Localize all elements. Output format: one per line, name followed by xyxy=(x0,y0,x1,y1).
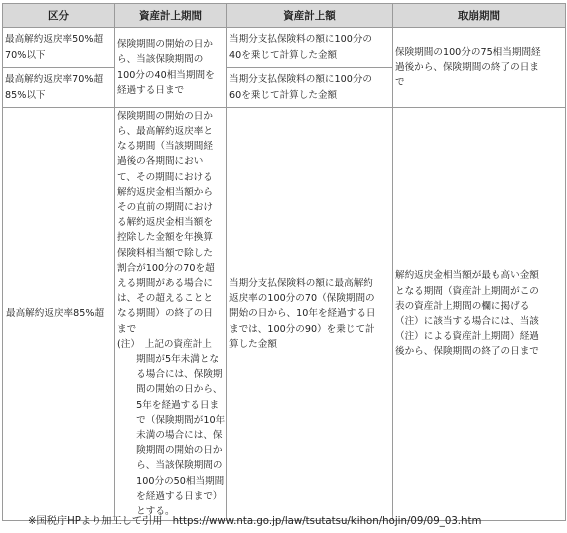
reversal-line: で xyxy=(395,77,405,89)
period-line: 100分の40相当期間を xyxy=(117,69,215,81)
period-line: える期間がある場合に xyxy=(117,277,213,289)
row1-category-line: 最高解約返戻率50%超 xyxy=(5,34,104,46)
amount-line: 当期分支払保険料の額に100分の xyxy=(229,34,373,46)
period-line: は、その超えることと xyxy=(117,293,213,305)
reversal-line: （注）に該当する場合には、当該 xyxy=(395,316,539,327)
row1-category xyxy=(3,28,115,68)
period-line: とする。 xyxy=(117,506,175,518)
period-line: 解約返戻金相当額から xyxy=(117,186,213,198)
reversal-line: 保険期間の100分の75相当期間経 xyxy=(395,46,541,58)
amount-line: 算した金額 xyxy=(229,338,277,350)
period-line: まで xyxy=(117,323,137,335)
amount-line: 当期分支払保険料の額に最高解約 xyxy=(229,277,373,289)
period-line: て、その期間における xyxy=(117,171,213,183)
period-line: 険期間の開始の日か xyxy=(117,445,223,457)
row3-asset-amount xyxy=(227,108,393,521)
amount-line: 返戻率の100分の70（保険期間の xyxy=(229,293,375,305)
row3-asset-period xyxy=(115,108,227,521)
period-line: その直前の期間におけ xyxy=(117,201,213,213)
reversal-line: （注）による資産計上期間）経過 xyxy=(395,331,539,343)
period-line: 控除した金額を年換算 xyxy=(117,232,213,244)
rows12-asset-period xyxy=(115,28,227,108)
header-category: 区分 xyxy=(3,4,115,28)
period-line: で（保険期間が10年 xyxy=(117,414,226,426)
reversal-line: 過後から、保険期間の終了の日ま xyxy=(395,61,539,73)
period-line: 保険料相当額で除した xyxy=(117,247,213,259)
reversal-line: 表の資産計上期間の欄に掲げる xyxy=(395,300,530,312)
table-header-row xyxy=(3,4,566,28)
header-asset-amount: 資産計上額 xyxy=(227,4,393,28)
reversal-line: 解約返戻金相当額が最も高い金額 xyxy=(395,270,539,282)
period-line: 100分の50相当期間 xyxy=(117,475,225,487)
reversal-line: 後から、保険期間の終了の日まで xyxy=(395,346,539,358)
rows12-reversal-period xyxy=(393,28,566,108)
period-line: (注） 上記の資産計上 xyxy=(117,338,212,350)
row2-asset-amount xyxy=(227,68,393,108)
header-asset-period: 資産計上期間 xyxy=(115,4,227,28)
insurance-accounting-table xyxy=(2,3,566,521)
period-line: る解約返戻金相当額を xyxy=(117,217,213,229)
amount-line: 当期分支払保険料の額に100分の xyxy=(229,74,373,86)
period-line: 5年を経過する日ま xyxy=(117,399,220,411)
period-line: 保険期間の開始の日か xyxy=(117,110,213,122)
amount-line: 開始の日から、10年を経過する日 xyxy=(229,308,376,320)
period-line: 割合が100分の70を超 xyxy=(117,262,215,274)
period-line: なる期間（当該期間経 xyxy=(117,141,213,153)
period-line: 間の開始の日から、 xyxy=(117,384,223,396)
period-line: る場合には、保険期 xyxy=(117,369,223,381)
header-reversal-period: 取崩期間 xyxy=(393,4,566,28)
table-row xyxy=(3,108,566,521)
period-line: 経過する日まで xyxy=(117,84,185,96)
amount-line: 60を乗じて計算した金額 xyxy=(229,89,338,101)
row2-category xyxy=(3,68,115,108)
period-line: ら、当該保険期間の xyxy=(117,460,223,472)
period-line: 保険期間の開始の日か xyxy=(117,39,213,51)
row2-category-line: 最高解約返戻率70%超 xyxy=(5,74,104,86)
row2-category-line: 85%以下 xyxy=(5,89,46,101)
row1-asset-amount xyxy=(227,28,393,68)
period-line: 未満の場合には、保 xyxy=(117,430,223,442)
source-footnote: ※国税庁HPより加工して引用 https://www.nta.go.jp/law/tsutatsu/kihon/hojin/09/09_03.htm xyxy=(28,516,482,527)
period-line: 期間が5年未満とな xyxy=(117,354,220,365)
period-line: 過後の各期間におい xyxy=(117,156,204,168)
period-line: なる期間）の終了の日 xyxy=(117,308,213,320)
amount-line: 40を乗じて計算した金額 xyxy=(229,49,338,61)
row3-category: 最高解約返戻率85%超 xyxy=(3,108,115,521)
row1-category-line: 70%以下 xyxy=(5,49,46,61)
period-line: ら、最高解約返戻率と xyxy=(117,125,213,137)
reversal-line: となる期間（資産計上期間がこの xyxy=(395,285,539,297)
amount-line: までは、100分の90）を乗じて計 xyxy=(229,323,375,335)
period-line: ら、当該保険期間の xyxy=(117,54,204,66)
period-line: を経過する日まで） xyxy=(117,490,223,502)
table-row xyxy=(3,28,566,68)
row3-reversal-period xyxy=(393,108,566,521)
